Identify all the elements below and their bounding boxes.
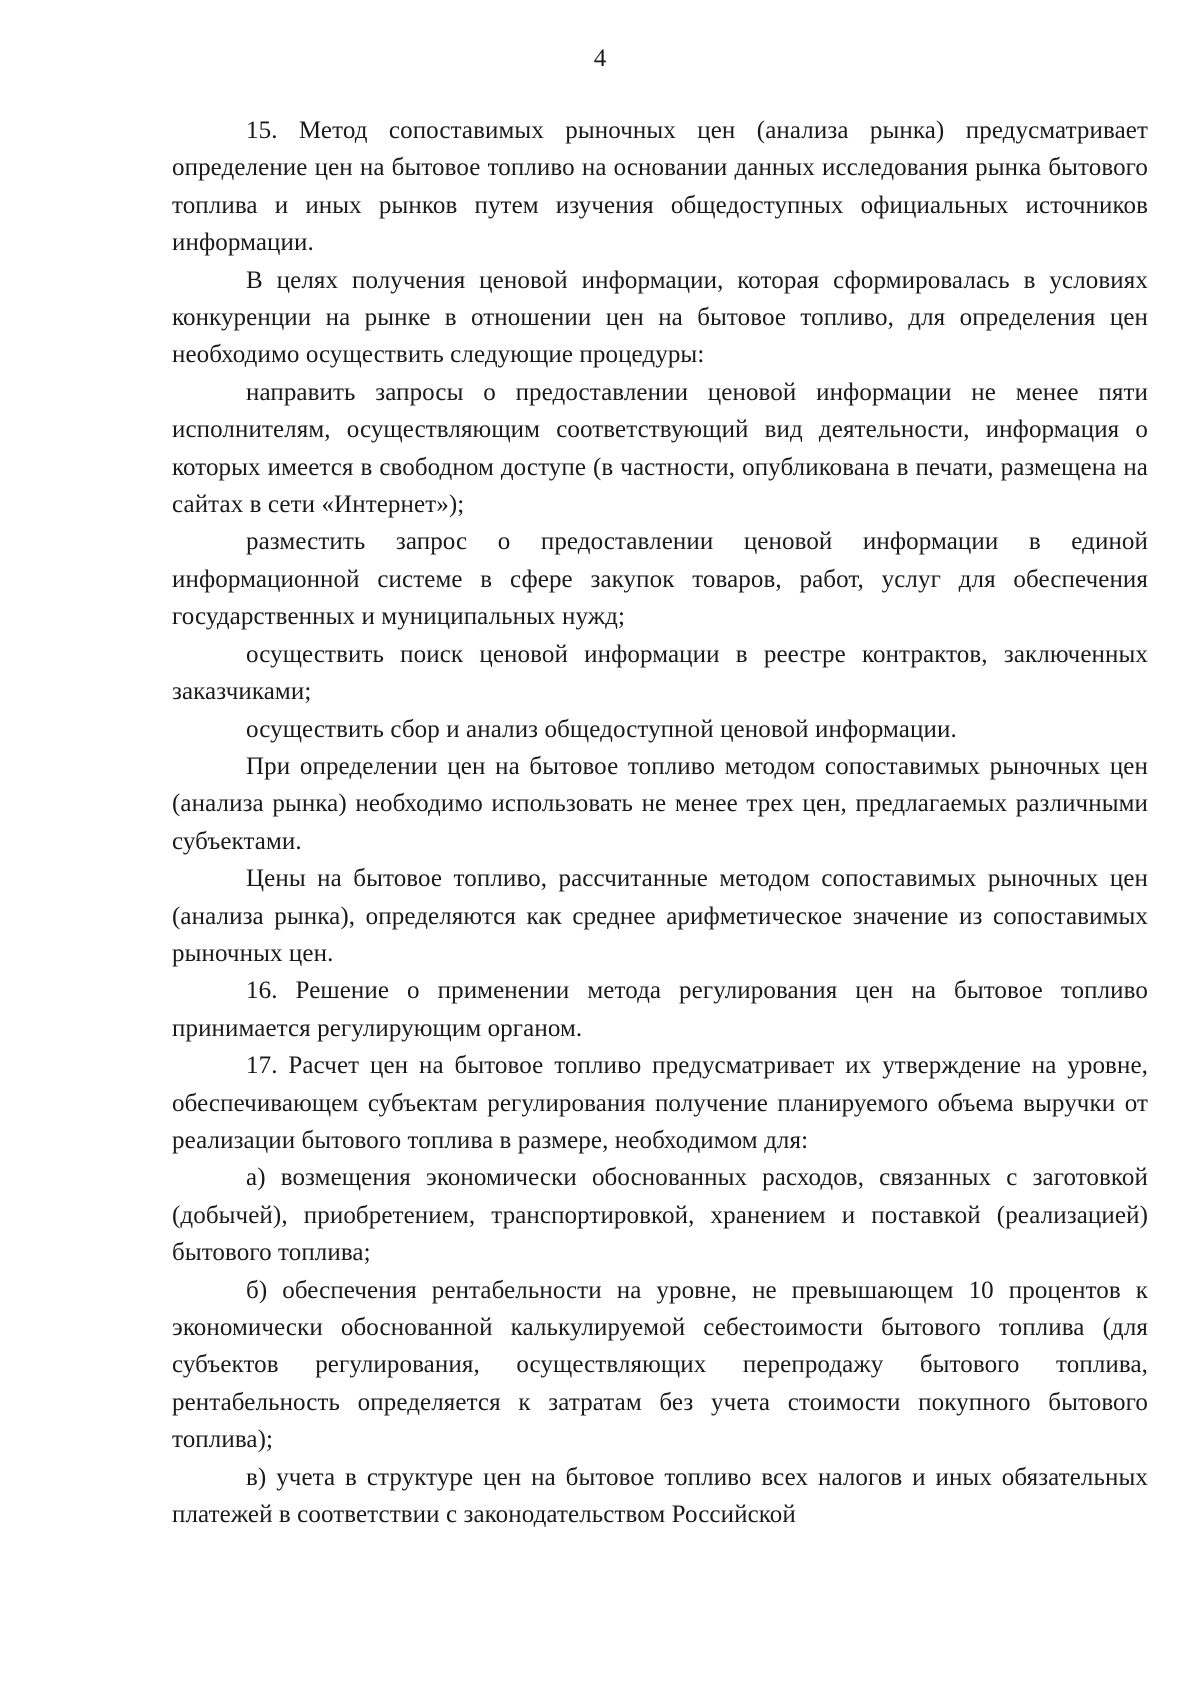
paragraph-collect-analyze: осуществить сбор и анализ общедоступной ценовой информации. (246, 715, 957, 743)
paragraph-16-decision: 16. Решение о применении метода регулирования цен на бытовое топливо принимается регулирующим органом. (172, 977, 1148, 1042)
paragraph-search-registry: осуществить поиск ценовой информации в реестре контрактов, заключенных заказчиками; (172, 640, 1148, 706)
paragraph-17-calculation: 17. Расчет цен на бытовое топливо предусматривает их утверждение на уровне, обеспечивающем субъектам регулирования получение планируемого объема выручки от реализации бытового топлива в размере, необходимом для: (172, 1052, 1148, 1154)
document-body (172, 112, 1148, 1533)
paragraph-send-requests: направить запросы о предоставлении ценовой информации не менее пяти исполнителям, осуществляющим соответствующий вид деятельности, информация о которых имеется в свободном доступе (в частности, опубликована в печати, размещена на сайтах в сети «Интернет»); (172, 378, 1148, 519)
paragraph-15-method: 15. Метод сопоставимых рыночных цен (анализа рынка) предусматривает определение цен на бытовое топливо на основании данных исследования рынка бытового топлива и иных рынков путем изучения общедоступных официальных источников информации. (172, 117, 1148, 257)
page-number: 4 (593, 45, 607, 72)
paragraph-price-info-purpose: В целях получения ценовой информации, которая сформировалась в условиях конкуренции на рынке в отношении цен на бытовое топливо, для определения цен необходимо осуществить следующие процедуры: (172, 266, 1148, 369)
paragraph-item-b: б) обеспечения рентабельности на уровне, не превышающем 10 процентов к экономически обоснованной калькулируемой себестоимости бытового топлива (для субъектов регулирования, осуществляющих перепродажу бытового топлива, рентабельность определяется к затратам без учета стоимости покупного бытового топлива); (172, 1276, 1148, 1454)
paragraph-average-price: Цены на бытовое топливо, рассчитанные методом сопоставимых рыночных цен (анализа рынка), определяются как среднее арифметическое значение из сопоставимых рыночных цен. (172, 865, 1148, 967)
paragraph-item-v: в) учета в структуре цен на бытовое топливо всех налогов и иных обязательных платежей в соответствии с законодательством Российской (172, 1463, 1148, 1529)
paragraph-item-a: а) возмещения экономически обоснованных расходов, связанных с заготовкой (добычей), приобретением, транспортировкой, хранением и поставкой (реализацией) бытового топлива; (172, 1164, 1148, 1267)
paragraph-three-prices: При определении цен на бытовое топливо методом сопоставимых рыночных цен (анализа рынка) необходимо использовать не менее трех цен, предлагаемых различными субъектами. (172, 752, 1148, 855)
paragraph-post-request: разместить запрос о предоставлении ценовой информации в единой информационной системе в сфере закупок товаров, работ, услуг для обеспечения государственных и муниципальных нужд; (172, 528, 1148, 631)
